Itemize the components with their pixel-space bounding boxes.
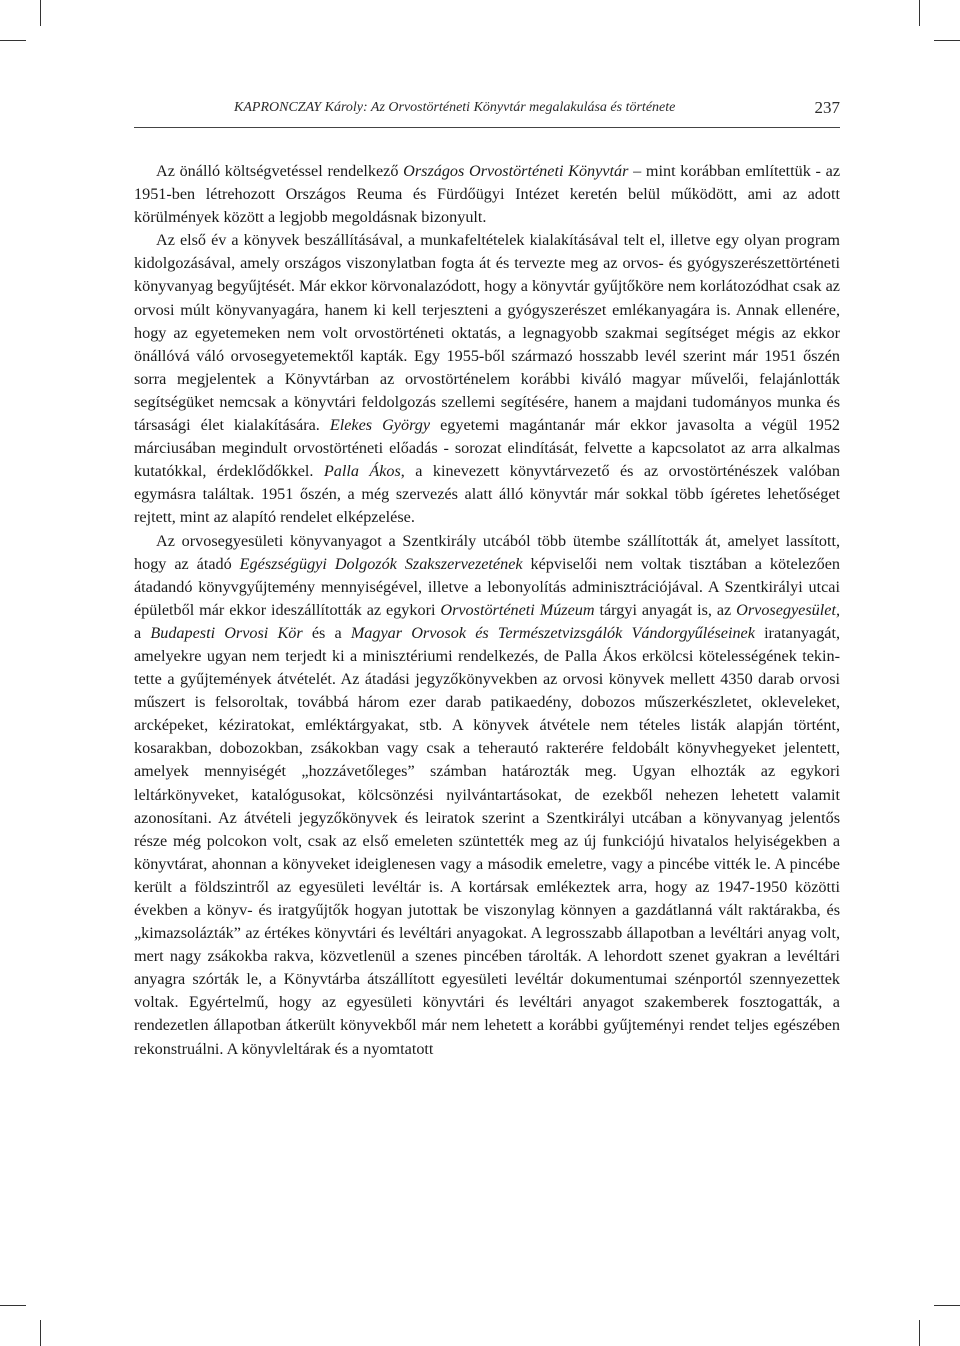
body-text — [134, 160, 840, 1061]
text-run: képviselői nem voltak tisztában a kötelezően átadandó könyvgyűjtemény mennyiségével, illetve a lebonyolítás adminisztrációjával. A Szentkirályi utcai épületből már ekkor ideszállították az egykori — [134, 554, 840, 619]
text-run: tárgyi anyagát is, az — [594, 600, 737, 619]
italic-term: Budapesti Orvosi Kör — [150, 623, 303, 642]
crop-mark-top-right — [919, 0, 920, 26]
paragraph — [134, 530, 840, 1061]
text-run: Az első év a könyvek beszállításával, a munkafeltételek kialakításával telt el, illetve egy olyan program kidolgozásával, amely országos viszonylatban fogta át és tervezte meg az orvos- és gyógyszerészettörténeti könyvanyag begyűjtését. Már ekkor körvonalazódott, hogy a könyvtár gyűjtőköre nem korlátozódhat csak az orvosi múlt könyvanyagára, hanem ki kell terjeszteni a gyógyszerészet emlékanyagára is. Annak ellenére, hogy az egyetemeken nem volt orvostörténeti oktatás, a legnagyobb szakmai segítséget mégis az ekkor önállóvá váló orvosegyetemektől kapták. Egy 1955-ből származó hosszabb levél szerint már 1951 őszén sorra megjelentek a Könyvtárban az orvostörténelem korábbi kiváló magyar művelői, felajánlották segítségüket nemcsak a könyvtári feldolgozás szellemi segítésére, hanem a majdani tudományos munka és társasági élet kialakítására. — [134, 231, 840, 435]
text-run: , a kinevezett könyvtárvezető és az orvostörténészek valóban egymásra találtak. 1951 őszén, a még szervezés alatt álló könyvtár már sokkal több ígéretes lehetőséget rejtett, mint az alapító rendelet elképzelése. — [134, 462, 840, 527]
crop-mark-bottom-left — [40, 1320, 41, 1346]
text-run: Az önálló költségvetéssel rendelkező — [156, 162, 404, 180]
running-head: KAPRONCZAY Károly: Az Orvostörténeti Könyvtár megalakulása és története — [234, 100, 676, 115]
text-run: Az orvosegyesületi könyvanyagot a Szentkirály utcából több ütembe szállították át, amelyet lassított, hogy az átadó — [134, 531, 840, 573]
crop-mark-top-left-horizontal — [0, 40, 26, 41]
crop-mark-bottom-right — [919, 1320, 920, 1346]
text-run: egyetemi magántanár már ekkor javasolta a végül 1952 márciusában megindult orvostörténeti előadás - sorozat elindítását, felvette a kapcsolatot az arra alkalmas kutatókkal, érdeklődőkkel. — [134, 416, 841, 481]
text-run: – mint korábban említettük - az 1951-ben létrehozott Országos Reuma és Fürdőügyi Intézet keretén belül működött, ami az adott körülmények között a legjobb megoldásnak bizonyult. — [134, 162, 840, 227]
crop-mark-top-right-horizontal — [934, 40, 960, 41]
paragraph — [134, 160, 840, 229]
italic-term: Palla Ákos — [323, 462, 401, 481]
text-run: és a — [302, 623, 351, 642]
text-run: iratanyagát, amelyekre ugyan nem terjedt ki a minisztériumi rendelkezés, de Palla Ákos erkölcsi kötelességének tekintette a gyűjtemények átvételét. Az átadási jegyzőkönyvekben az orvosi könyvek mellett 4350 darab orvosi műszert is felsoroltak, továbbá három ezer darab patikaedény, dobozos műszerkészletet, okleveleket, arcképeket, kéziratokat, emléktárgyakat, stb. A könyvek átvétele nem tételes listák alapján történt, kosarakban, dobozokban, zsákokban vagy csak a teherautó rakterére feldobált könyvhegyeket jelentett, amelyek mennyiségét „hozzávetőleges” számban határozták meg. Ugyan elhozták az egykori leltárkönyveket, katalógusokat, kölcsönzési nyilvántartásokat, de ezekből nehezen lehetett valamit azonosítani. Az átvételi jegyzőkönyvek és leiratok szerint a Szentkirályi utcában a könyvanyag jelentős része még polcokon volt, csak az első emeleten szüntették meg az új funkciójú hivatalos helyiségekben a könyvtárat, ahonnan a könyveket ideiglenesen vagy a második emeletre, vagy a pincébe vitték le. A pincébe került a földszintről az egyesületi levéltár is. A kortársak emlékeztek arra, hogy az 1947-1950 közötti években a könyv- és iratgyűjtők hogyan jutottak be viszonylag könnyen a gazdátlanná vált raktárakba, és „kimazsolázták” az értékes könyvtári és levéltári anyagokat. A legrosszabb állapotban a levéltári anyag volt, mert nagy zsákokba rakva, közvetlenül a szenes pincében tárolták. A lehordott szenet gyakran a levéltári anyagra szórták le, a Könyvtárba átszállított egyesületi levéltár dokumentumai szénportól szennyezettek voltak. Egyértelmű, hogy az egyesületi könyvtári és levéltári anyagot szakemberek fosztogatták, a rendezetlen állapotban átkerült könyvekből már nem lehetett a korábbi gyűjteményi rendet teljes egészében rekonstruálni. A könyvleltárak és a nyomtatott — [134, 623, 841, 1058]
crop-mark-bottom-left-horizontal — [0, 1305, 26, 1306]
header-rule — [134, 127, 840, 128]
italic-term: Magyar Orvosok és Természetvizsgálók Vándorgyűléseinek — [350, 623, 755, 642]
page-number: 237 — [814, 98, 840, 117]
italic-term: Egészségügyi Dolgozók Szakszervezetének — [239, 554, 523, 573]
italic-term: Országos Orvostörténeti Könyvtár — [403, 162, 629, 180]
crop-mark-top-left — [40, 0, 41, 26]
page-header — [134, 100, 840, 126]
italic-term: Orvosegyesület, — [736, 600, 840, 619]
crop-mark-bottom-right-horizontal — [934, 1305, 960, 1306]
text-run: a — [134, 623, 151, 642]
italic-term: Orvostörténeti Múzeum — [440, 600, 595, 619]
paragraph — [134, 229, 840, 529]
italic-term: Elekes György — [329, 416, 431, 435]
